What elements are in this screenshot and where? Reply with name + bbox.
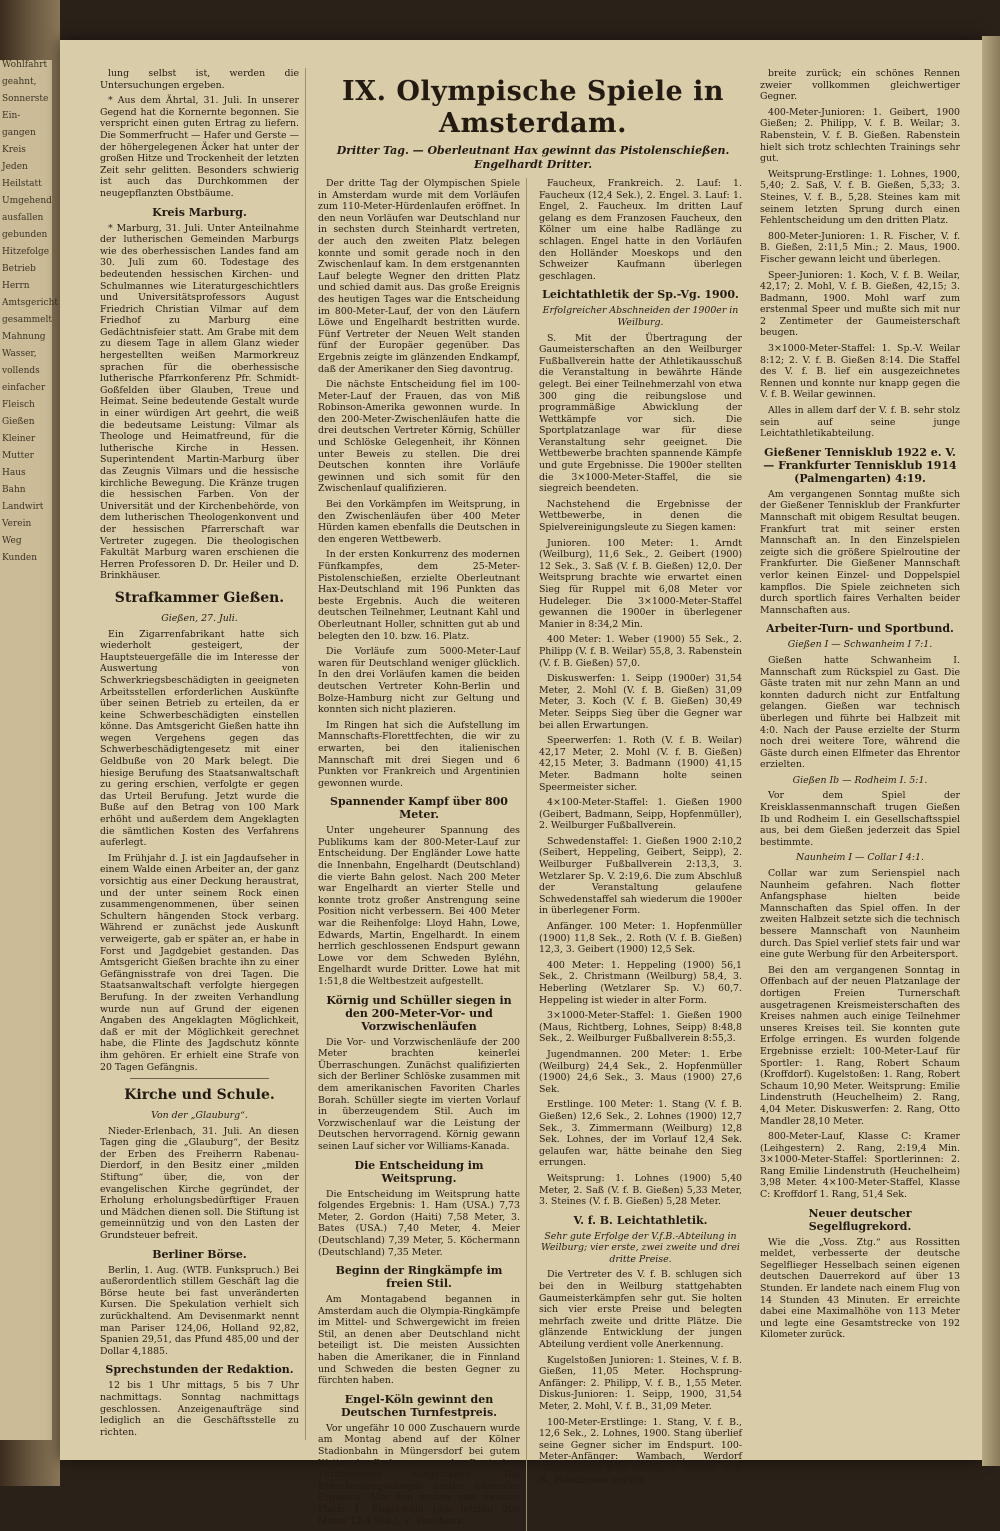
- article-text: Jugendmannen. 200 Meter: 1. Erbe (Weilburg) 24,4 Sek., 2. Hopfenmüller (1900) 24,6 Sek., 3. Maus (1900) 27,6 Sek.: [539, 1048, 742, 1095]
- facing-page-fragment: Mahnung: [2, 332, 46, 342]
- dateline: Gießen, 27. Juli.: [161, 612, 238, 624]
- article-text: 400 Meter: 1. Heppeling (1900) 56,1 Sek., 2. Christmann (Weilburg) 58,4, 3. Heberling (Wetzlarer Sp. V.) 60,7. Heppeling ist wieder in alter Form.: [539, 959, 742, 1006]
- facing-page-strip: [0, 60, 58, 1440]
- article-text: Junioren. 100 Meter: 1. Arndt (Weilburg), 11,6 Sek., 2. Geibert (1900) 12 Sek., 3. Saß (V. f. B. Gießen) 12,0. Der Weitsprung brachte wie erwartet einen Sieg für Ruppel mit 6,08 Meter vor Hudeleger. Die 3×1000-Meter-Staffel gewannen die 1900er in überlegener Manier in 8:34,2 Min.: [539, 537, 742, 630]
- article-text: Der dritte Tag der Olympischen Spiele in Amsterdam wurde mit dem Vorläufen zum 110-Meter-Hürdenlaufen eröffnet. In den neun Vorläufen war Deutschland nur in sechsten durch Steinhardt vertreten, der auch den zweiten Platz belegen konnte und somit gerade noch in den Zwischenlauf kam. In dem erstgenannten Lauf belegte Wegner den dritten Platz und schied damit aus. Das große Ereignis des heutigen Tages war die Entscheidung im 800-Meter-Lauf, der von den Läufern Löwe und Engelhardt bestritten wurde. Fünf Vertreter der Neuen Welt standen fünf der Europäer gegenüber. Das Ergebnis zeigte im glänzenden Endkampf, daß der Amerikaner den Sieg davontrug.: [318, 178, 520, 375]
- article-text: * Marburg, 31. Juli. Unter Anteilnahme der lutherischen Gemeinden Marburgs wie des oberhessischen Landes fand am 30. Juli zum 60. Todestage des bedeutenden hessischen Kirchen- und Schulmannes wie Literaturgeschichtlers und Universitätsprofessors August Friedrich Christian Vilmar auf dem Friedhof zu Marburg eine Gedächtnisfeier statt. Am Grabe mit dem zu diesem Tage in allem Glanz wieder hergestellten weißen Marmorkreuz sprachen für die oberhessische lutherische Pfarrkonferenz Pfr. Schmidt-Goßfelden über Glauben, Treue und Heimat. Seine bedeutende Gestalt wurde in einer würdigen Art geehrt, die weiß die bedeutsame Leistung: Vilmar als Theologe und Heimatfreund, für die lutherische Kirche in Hessen. Superintendent Martin-Marburg über das Zeugnis Vilmars und die hessische kirchliche Bewegung. Die Kränze trugen die hessischen Farben. Von der Universität und der Kirchenbehörde, von dem lutherischen Theologenkonvent und der hessischen Pfarrerschaft war Vertreter zugegen. Die theologischen Fakultät Marburg waren erschienen die Herren Professoren D. Dr. Heiler und D. Brinkhäuser.: [100, 222, 299, 582]
- article-text: Die Vor- und Vorzwischenläufe der 200 Meter brachten keinerlei Überraschungen. Zunächst qualifizierten sich der Berliner Schlöske zusammen mit dem amerikanischen Favoriten Charles Borah. Schüller siegte im vierten Vorlauf in überzeugendem Stil. Auch im Vorzwischenlauf war die Leistung der Deutschen hervorragend. Körnig gewann seinen Lauf sicher vor Williams-Kanada.: [318, 1036, 520, 1152]
- article-text: Die Vorläufe zum 5000-Meter-Lauf waren für Deutschland weniger glücklich. In den drei Vorläufen kamen die beiden deutschen Vertreter Kohn-Berlin und Bolze-Hamburg nicht zur Geltung und konnten sich nicht plazieren.: [318, 646, 520, 716]
- section-heading: Spannender Kampf über 800 Meter.: [330, 795, 508, 822]
- facing-page-fragment: Herrn: [2, 281, 30, 291]
- article-text: 800-Meter-Junioren: 1. R. Fischer, V. f. B. Gießen, 2:11,5 Min.; 2. Maus, 1900. Fischer gewann leicht und überlegen.: [760, 230, 960, 265]
- article-text: Am vergangenen Sonntag mußte sich der Gießener Tennisklub der Frankfurter Mannschaft mit obigem Resultat beugen. Frankfurt trat mit seiner ersten Mannschaft an. In den Einzelspielen zeigte sich die größere Spielroutine der Frankfurter. Die Gießener Mannschaft verlor keinen Einzel- und Doppelspiel kampflos. Die Spiele zeichneten sich durch sportlich faires Verhalten beider Mannschaften aus.: [760, 488, 960, 616]
- section-heading: Leichtathletik der Sp.-Vg. 1900.: [542, 288, 739, 302]
- article-text: lung selbst ist, werden die Untersuchungen ergeben.: [100, 68, 299, 91]
- article-text: Unter ungeheurer Spannung des Publikums kam der 800-Meter-Lauf zur Entscheidung. Der Engländer Lowe hatte die Innenbahn, Engelhardt (Deutschland) die vierte Bahn gelost. Nach 200 Meter war Engelhardt an vierter Stelle und konnte trotz großer Anstrengung seine Position nicht verbessern. Bei 400 Meter war die Reihenfolge: Lloyd Hahn, Lowe, Edwards, Martin, Engelhardt. In einem herrlich geschlossenen Endspurt gewann Lowe vor dem Schweden Byléhn, Engelhardt wurde Dritter. Lowe hat mit 1:51,8 die Weltbestzeit aufgestellt.: [318, 825, 520, 987]
- facing-page-fragment: gesammelt: [2, 315, 52, 325]
- section-heading: Engel-Köln gewinnt den Deutschen Turnfestpreis.: [341, 1392, 497, 1419]
- article-text: * Aus dem Ährtal, 31. Juli. In unserer Gegend hat die Kornernte begonnen. Sie verspricht einen guten Ertrag zu liefern. Die Sommerfrucht — Hafer und Gerste — der höhergelegenen Äcker hat unter der großen Hitze und Trockenheit der letzten Zeit sehr gelitten. Besonders schwierig ist auch das Durchkommen der neugepflanzten Obstbäume.: [100, 95, 299, 199]
- facing-page-fragment: geahnt,: [2, 77, 37, 87]
- section-heading: Beginn der Ringkämpfe im freien Stil.: [335, 1264, 503, 1291]
- article-text: Am Montagabend begannen in Amsterdam auch die Olympia-Ringkämpfe im Mittel- und Schwergewicht im freien Stil, an denen aber Deutschland nicht beteiligt ist. Die meisten Aussichten haben die Amerikaner, die in Finnland und Schweden die besten Gegner zu fürchten haben.: [318, 1294, 520, 1387]
- article-text: Speerwerfen: 1. Roth (V. f. B. Weilar) 42,17 Meter, 2. Mohl (V. f. B. Gießen) 42,15 Meter, 3. Badmann (1900) 41,15 Meter. Badmann holte seinen Speermeister sicher.: [539, 735, 742, 793]
- article-text: 12 bis 1 Uhr mittags, 5 bis 7 Uhr nachmittags. Sonntag nachmittags geschlossen. Anzeigenaufträge sind lediglich an die Geschäftsstelle zu richten.: [100, 1380, 299, 1438]
- section-heading: Arbeiter-Turn- und Sportbund.: [766, 622, 954, 636]
- facing-page-fragment: Verein: [2, 519, 32, 529]
- facing-page-fragment: Amtsgericht: [2, 298, 58, 308]
- article-text: Alles in allem darf der V. f. B. sehr stolz sein auf seine junge Leichtathletikabteilung.: [760, 405, 960, 440]
- section-heading: Neuer deutscher Segelflugrekord.: [808, 1206, 912, 1233]
- article-text: 3×1000-Meter-Staffel: 1. Sp.-V. Weilar 8:12; 2. V. f. B. Gießen 8:14. Die Staffel des V. f. B. lief ein ausgezeichnetes Rennen und konnte nur knapp gegen die V. f. B. Weilar gewinnen.: [760, 343, 960, 401]
- newspaper-page: [60, 40, 982, 1527]
- facing-page-fragment: Fleisch: [2, 400, 35, 410]
- subheading: Erfolgreicher Abschneiden der 1900er in Weilburg.: [542, 305, 739, 328]
- article-text: Die Vertreter des V. f. B. schlugen sich bei den in Weilburg stattgehabten Gaumeisterkämpfen sehr gut. Sie holten sich vier erste Preise und belegten mehrfach zweite und dritte Plätze. Die glänzende Entwicklung der jungen Abteilung verdient volle Anerkennung.: [539, 1269, 742, 1351]
- column-4: [760, 68, 966, 1440]
- facing-page-fragment: Hitzefolge: [2, 247, 50, 257]
- article-text: Weitsprung-Erstlinge: 1. Lohnes, 1900, 5,40; 2. Saß, V. f. B. Gießen, 5,33; 3. Steines, V. f. B., 5,28. Steines kam mit seinem letzten Sprung durch einen Fehlentscheidung um den dritten Platz.: [760, 168, 960, 227]
- page-edge: [982, 36, 1000, 1466]
- article-text: 400-Meter-Junioren: 1. Geibert, 1900 Gießen; 2. Philipp, V. f. B. Weilar; 3. Rabenstein, V. f. B. Gießen. Rabenstein hielt sich trotz schlechten Trainings sehr gut.: [760, 106, 960, 165]
- facing-page-fragment: gangen: [2, 128, 36, 138]
- article-text: Ein Zigarrenfabrikant hatte sich wiederholt gesteigert, der Hauptsteuergefälle die im Interesse der Auswertung von Schwerkriegsbeschädigten in geeigneten Arbeitsstellen erforderlichen Auskünfte über seinen Betrieb zu erteilen, da er keine Schwerbeschädigten einstellen könne. Das Amtsgericht Gießen hatte ihn wegen Vergehens gegen das Schwerbeschädigtengesetz mit einer Geldbuße von 20 Mark belegt. Die hiesige Berufung des Staatsanwaltschaft zu gering erschien, verfolgte er gegen das Urteil Berufung. Jetzt wurde die Buße auf den Betrag von 100 Mark erhöht und außerdem dem Angeklagten die sämtlichen Kosten des Verfahrens auferlegt.: [100, 628, 299, 849]
- article-text: Faucheux, Frankreich. 2. Lauf: 1. Faucheux (12,4 Sek.), 2. Engel. 3. Lauf: 1. Engel, 2. Faucheux. Im dritten Lauf gelang es dem Franzosen Faucheux, den Kölner um eine halbe Radlänge zu schlagen. Engel hatte in den Vorläufen den Holländer Moeskops und den Schweizer Kaufmann überlegen geschlagen.: [539, 178, 742, 282]
- facing-page-fragment: Umgehend: [2, 196, 52, 206]
- article-text: Diskuswerfen: 1. Seipp (1900er) 31,54 Meter, 2. Mohl (V. f. B. Gießen) 31,09 Meter, 3. Koch (V. f. B. Gießen) 30,49 Meter. Seipps Sieg über die Gegner war bei allen Erwartungen.: [539, 673, 742, 731]
- article-text: Schwedenstaffel: 1. Gießen 1900 2:10,2 (Seibert, Heppeling, Geibert, Seipp), 2. Weilburger Fußballverein 2:13,3, 3. Wetzlarer Sp. V. 2:19,6. Die zum Abschluß der Veranstaltung gelaufene Schwedenstaffel sah wiederum die 1900er in überlegener Form.: [539, 835, 742, 917]
- article-text: 4×100-Meter-Staffel: 1. Gießen 1900 (Geibert, Badmann, Seipp, Hopfenmüller), 2. Weilburger Fußballverein.: [539, 797, 742, 832]
- olympia-article: [318, 68, 748, 1527]
- facing-page-fragment: Kreis: [2, 145, 26, 155]
- article-text: Vor ungefähr 10 000 Zuschauern wurde am Montag abend auf der Kölner Stadionbahn in Müngersdorf bei gutem Wetter das Radrennen um den Deutschen Turnfestpreis ausgetragen. Die Entscheidungskämpfe hatten folgendes Ergebnis: Um den ersten und zweiten Platz: 1. Engel-Köln (die letzten 200 Meter 12,4 Sek.), 2. Faucheux.: [318, 1422, 520, 1527]
- article-text: S. Mit der Übertragung der Gaumeisterschaften an den Weilburger Fußballverein hatte der Athletikausschuß die Veranstaltung in bewährte Hände gelegt. Bei einer Teilnehmerzahl von etwa 300 ging die reibungslose und programmäßige Abwicklung der Wettkämpfe vor sich. Die Sportplatzanlage war für diese Veranstaltung sehr geeignet. Die Wettbewerbe brachten spannende Kämpfe und gute Ergebnisse. Die 1900er stellten die 3×1000-Meter-Staffel, die sie siegreich beendeten.: [539, 332, 742, 495]
- facing-page-fragment: Gießen: [2, 417, 35, 427]
- facing-page-fragment: ausfallen: [2, 213, 44, 223]
- facing-page-fragment: Betrieb: [2, 264, 36, 274]
- section-heading: Strafkammer Gießen.: [114, 589, 285, 606]
- column-2: [318, 178, 527, 1531]
- headline-subtitle: Dritter Tag. — Oberleutnant Hax gewinnt das Pistolenschießen. Engelhardt Dritter.: [336, 144, 730, 171]
- article-text: Im Frühjahr d. J. ist ein Jagdaufseher in einem Walde einen Arbeiter an, der ganz vorsichtig aus einer Deckung heraustrat, und der unter seinem Rock einen zusammengenommenen, über seinen Schultern hängenden Stock verbarg. Während er zunächst jede Auskunft verweigerte, gab er später an, er habe in Forst und Jagdgebiet gestanden. Das Amtsgericht Gießen brachte ihn zu einer Gefängnisstrafe von drei Tagen. Die Staatsanwaltschaft verfolgte hiergegen Berufung. In der zweiten Verhandlung wurde nun auf Grund der eigenen Angaben des Angeklagten Möglichkeit, daß er mit der Möglichkeit gerechnet habe, die Flinte des Jagdschutz könnte ihm gehören. Er erhielt eine Strafe von 20 Tagen Gefängnis.: [100, 852, 299, 1073]
- facing-page-fragment: Kleiner: [2, 434, 36, 444]
- facing-page-fragment: einfacher: [2, 383, 46, 393]
- article-text: Vor dem Spiel der Kreisklassenmannschaft trugen Gießen Ib und Rodheim I. ein Gesellschaftsspiel aus, bei dem Gießen jederzeit das Spiel bestimmte.: [760, 790, 960, 848]
- facing-page-fragment: Bahn: [2, 485, 26, 495]
- facing-page-fragment: Landwirt: [2, 502, 44, 512]
- section-heading: V. f. B. Leichtathletik.: [573, 1213, 708, 1227]
- section-heading: Kirche und Schule.: [124, 1087, 275, 1104]
- facing-page-fragment: Jeden: [2, 162, 28, 172]
- article-text: Kugelstoßen Junioren: 1. Steines, V. f. B. Gießen, 11,05 Meter. Hochsprung-Anfänger: 2. Philipp, V. f. B., 1,55 Meter. Diskus-Junioren: 1. Seipp, 1900, 31,54 Meter, 2. Mohl, V. f. B., 31,09 Meter.: [539, 1354, 742, 1412]
- facing-page-fragment: Heilstatt: [2, 179, 42, 189]
- article-text: Nachstehend die Ergebnisse der Wettbewerbe, in denen die Spielvereinigungsleute zu Siegen kamen:: [539, 498, 742, 534]
- section-heading: Kreis Marburg.: [152, 205, 247, 219]
- facing-page-fragment: Kunden: [2, 553, 38, 563]
- divider: [130, 1078, 269, 1079]
- subheading: Gießen I — Schwanheim I 7:1.: [787, 639, 933, 651]
- article-text: 400 Meter: 1. Weber (1900) 55 Sek., 2. Philipp (V. f. B. Weilar) 55,8, 3. Rabenstein (V. f. B. Gießen) 57,0.: [539, 634, 742, 669]
- column-3: [539, 178, 748, 1531]
- article-text: 800-Meter-Lauf, Klasse C: Kramer (Leihgestern) 2. Rang, 2:19,4 Min. 3×1000-Meter-Staffel: Sportlerinnen: 2. Rang Emilie Lindenstruth (Heuchelheim) 3,98 Meter. 4×100-Meter-Staffel, Klasse C: Kroffdorf 1. Rang, 51,4 Sek.: [760, 1131, 960, 1201]
- column-1: [100, 68, 306, 1440]
- facing-page-fragment: gebunden: [2, 230, 48, 240]
- article-text: Nieder-Erlenbach, 31. Juli. An diesen Tagen ging die „Glauburg“, der Besitz der Erben des Freiherrn Rabenau-Dierdorf, in den Besitz einer „milden Stiftung“ über, die, von der evangelischen Kirche gegründet, der Erholung erholungsbedürftiger Frauen und Mädchen dienen soll. Die Stiftung ist gemeinnützig und von den Lasten der Grundsteuer befreit.: [100, 1125, 299, 1242]
- facing-page-fragment: Wohlfahrt: [2, 60, 48, 70]
- facing-page-fragment: Mutter: [2, 451, 34, 461]
- article-text: Wie die „Voss. Ztg.“ aus Rossitten meldet, verbesserte der deutsche Segelflieger Hesselbach seinen eigenen deutschen Dauerrekord auf über 13 Stunden. Er landete nach einem Flug von 14 Stunden 43 Minuten. Er erreichte dabei eine Maximalhöhe von 113 Meter und legte eine Gesamtstrecke von 192 Kilometer zurück.: [760, 1236, 960, 1341]
- section-heading: Körnig und Schüller siegen in den 200-Meter-Vor- und Vorzwischenläufen: [326, 993, 512, 1033]
- section-heading: Die Entscheidung im Weitsprung.: [354, 1158, 484, 1185]
- article-text: Die nächste Entscheidung fiel im 100-Meter-Lauf der Frauen, das von Miß Robinson-Amerika gewonnen wurde. In den 200-Meter-Zwischenläufen hatte die drei deutschen Vertreter Körnig, Schüller und Schlöske Gelegenheit, ihr Können unter Beweis zu stellen. Die drei Deutschen konnten ihre Vorläufe gewinnen und sich somit für den Zwischenlauf qualifizieren.: [318, 379, 520, 495]
- section-heading: Gießener Tennisklub 1922 e. V. — Frankfurter Tennisklub 1914 (Palmengarten) 4:19.: [763, 445, 957, 485]
- article-text: Erstlinge. 100 Meter: 1. Stang (V. f. B. Gießen) 12,6 Sek., 2. Lohnes (1900) 12,7 Sek., 3. Zimmermann (Weilburg) 12,8 Sek. Lohnes, der im Vorlauf 12,4 Sek. gelaufen war, hätte beinahe den Sieg errungen.: [539, 1099, 742, 1169]
- facing-page-fragment: Haus: [2, 468, 26, 478]
- facing-page-fragment: Ein-: [2, 111, 21, 121]
- article-text: Weitsprung: 1. Lohnes (1900) 5,40 Meter, 2. Saß (V. f. B. Gießen) 5,33 Meter, 3. Steines (V. f. B. Gießen) 5,28 Meter.: [539, 1172, 742, 1208]
- facing-page-fragment: Sonnerste: [2, 94, 49, 104]
- article-text: Die Entscheidung im Weitsprung hatte folgendes Ergebnis: 1. Ham (USA.) 7,73 Meter, 2. Gordon (Haiti) 7,58 Meter, 3. Bates (USA.) 7,40 Meter, 4. Meier (Deutschland) 7,39 Meter, 5. Köchermann (Deutschland) 7,35 Meter.: [318, 1188, 520, 1258]
- article-text: Bei den Vorkämpfen im Weitsprung, in den Zwischenläufen über 400 Meter Hürden kamen ebenfalls die Deutschen in den engeren Wettbewerb.: [318, 499, 520, 545]
- subheading: Gießen Ib — Rodheim I. 5:1.: [792, 774, 928, 786]
- facing-page-fragment: vollends: [2, 366, 40, 376]
- article-text: 3×1000-Meter-Staffel: 1. Gießen 1900 (Maus, Richtberg, Lohnes, Seipp) 8:48,8 Sek., 2. Weilburger Fußballverein 8:55,3.: [539, 1010, 742, 1045]
- section-heading: Berliner Börse.: [152, 1247, 247, 1261]
- article-text: Berlin, 1. Aug. (WTB. Funkspruch.) Bei außerordentlich stillem Geschäft lag die Börse heute bei fast unveränderten Kursen. Die Spekulation verhielt sich zurückhaltend. Am Devisenmarkt nennt man Pariser 124,06, Holland 92,82, Spanien 29,51, das Pfund 485,00 und der Dollar 4,1885.: [100, 1264, 299, 1357]
- article-text: Anfänger. 100 Meter: 1. Hopfenmüller (1900) 11,8 Sek., 2. Roth (V. f. B. Gießen) 12,3, 3. Geibert (1900) 12,5 Sek.: [539, 921, 742, 956]
- facing-page-fragment: Wasser,: [2, 349, 37, 359]
- subheading: Sehr gute Erfolge der V.f.B.-Abteilung in Weilburg; vier erste, zwei zweite und drei dritte Preise.: [541, 1230, 740, 1265]
- section-heading: Sprechstunden der Redaktion.: [105, 1363, 294, 1377]
- facing-page-fragment: Weg: [2, 536, 22, 546]
- article-text: breite zurück; ein schönes Rennen zweier vollkommen gleichwertiger Gegner.: [760, 68, 960, 103]
- article-text: Gießen hatte Schwanheim I. Mannschaft zum Rückspiel zu Gast. Die Gäste traten mit nur zehn Mann an und konnten dadurch nicht zur Entfaltung gelangen. Gießen war technisch überlegen und führte bei Halbzeit mit 4:0. Nach der Pause erzielte der Sturm noch drei weitere Tore, während die Gäste durch einen Elfmeter das Ehrentor erzielten.: [760, 654, 960, 771]
- article-text: In der ersten Konkurrenz des modernen Fünfkampfes, dem 25-Meter-Pistolenschießen, erzielte Oberleutnant Hax-Deutschland mit 196 Punkten das beste Ergebnis. Auch die weiteren deutschen Teilnehmer, Leutnant Kahl und Oberleutnant Holler, schnitten gut ab und belegten den 10. bzw. 16. Platz.: [318, 549, 520, 642]
- subheading: Naunheim I — Collar I 4:1.: [796, 852, 924, 864]
- article-text: Collar war zum Serienspiel nach Naunheim gefahren. Nach flotter Anfangsphase hielten beide Mannschaften das Spiel offen. In der zweiten Halbzeit setzte sich die technisch bessere Mannschaft von Naunheim durch. Das Spiel verlief stets fair und war eine gute Werbung für den Arbeitersport.: [760, 868, 960, 961]
- headline: IX. Olympische Spiele in Amsterdam.: [342, 76, 724, 139]
- subheading: Von der „Glauburg“.: [151, 1110, 248, 1122]
- article-text: 100-Meter-Erstlinge: 1. Stang, V. f. B., 12,6 Sek., 2. Lohnes, 1900. Stang überlief seine Gegner sicher im Endspurt. 100-Meter-Anfänger: Wambach, Werdorf (Gaumeister) 4,32 Meter, 2. Müller, V. f. B., Handbreite zurück.: [539, 1416, 742, 1486]
- article-text: Bei den am vergangenen Sonntag in Offenbach auf der neuen Platzanlage der dortigen Freien Turnerschaft ausgetragenen Kreismeisterschaften des Kreises nahmen auch einige Teilnehmer unseres Kreises teil. Sie konnten gute Erfolge erringen. Es wurden folgende Ergebnisse erzielt: 100-Meter-Lauf für Sportler: 1. Rang, Robert Schaum (Kroffdorf). Kugelstoßen: 1. Rang, Robert Schaum 10,90 Meter. Weitsprung: Emilie Lindenstruth (Heuchelheim) 2. Rang, 4,04 Meter. Diskuswerfen: 2. Rang, Otto Mandler 28,10 Meter.: [760, 964, 960, 1127]
- article-text: Speer-Junioren: 1. Koch, V. f. B. Weilar, 42,17; 2. Mohl, V. f. B. Gießen, 42,15; 3. Badmann, 1900. Mohl warf zum erstenmal Speer und mußte sich mit nur 2 Zentimeter der Gaumeisterschaft beugen.: [760, 269, 960, 339]
- article-text: Im Ringen hat sich die Aufstellung im Mannschafts-Florettfechten, die wir zu erwarten, bei den italienischen Mannschaft mit drei Siegen und 6 Punkten vor Frankreich und Argentinien gewonnen wurde.: [318, 719, 520, 789]
